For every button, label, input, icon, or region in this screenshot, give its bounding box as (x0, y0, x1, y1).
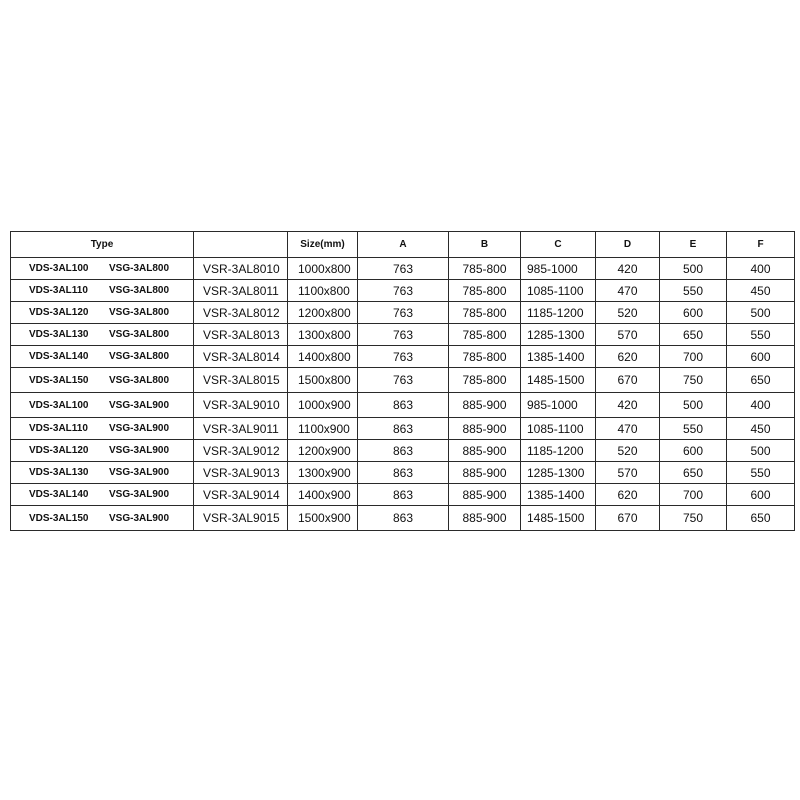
table-row (11, 393, 795, 418)
door-type: VDS-3AL150 (29, 374, 89, 386)
header-a: A (358, 232, 449, 258)
c-cell: 1185-1200 (521, 302, 596, 324)
type-cell (11, 302, 194, 324)
table-row (11, 302, 795, 324)
model-cell: VSR-3AL8010 (194, 258, 288, 280)
f-cell: 550 (727, 324, 795, 346)
c-cell: 1385-1400 (521, 346, 596, 368)
model-cell: VSR-3AL8012 (194, 302, 288, 324)
header-size: Size(mm) (288, 232, 358, 258)
spec-table (10, 231, 795, 531)
size-cell: 1000x900 (288, 393, 358, 418)
table-body (11, 258, 795, 531)
type-cell (11, 393, 194, 418)
b-cell: 885-900 (449, 418, 521, 440)
glass-type: VSG-3AL800 (109, 285, 170, 296)
e-cell: 650 (660, 324, 727, 346)
f-cell: 550 (727, 462, 795, 484)
e-cell: 550 (660, 280, 727, 302)
c-cell: 1285-1300 (521, 462, 596, 484)
door-type: VDS-3AL140 (29, 351, 89, 362)
d-cell: 570 (596, 462, 660, 484)
e-cell: 500 (660, 258, 727, 280)
b-cell: 885-900 (449, 440, 521, 462)
b-cell: 785-800 (449, 258, 521, 280)
model-cell: VSR-3AL9015 (194, 506, 288, 531)
glass-type: VSG-3AL900 (109, 423, 170, 434)
c-cell: 1485-1500 (521, 506, 596, 531)
model-cell: VSR-3AL9011 (194, 418, 288, 440)
model-cell: VSR-3AL9010 (194, 393, 288, 418)
d-cell: 420 (596, 258, 660, 280)
a-cell: 863 (358, 440, 449, 462)
glass-type: VSG-3AL800 (109, 307, 170, 318)
e-cell: 550 (660, 418, 727, 440)
size-cell: 1300x800 (288, 324, 358, 346)
table-row (11, 258, 795, 280)
e-cell: 500 (660, 393, 727, 418)
size-cell: 1500x800 (288, 368, 358, 393)
f-cell: 500 (727, 302, 795, 324)
model-cell: VSR-3AL8014 (194, 346, 288, 368)
a-cell: 863 (358, 462, 449, 484)
f-cell: 400 (727, 258, 795, 280)
glass-type: VSG-3AL900 (109, 489, 170, 500)
a-cell: 763 (358, 258, 449, 280)
glass-type: VSG-3AL900 (109, 467, 170, 478)
type-cell (11, 418, 194, 440)
d-cell: 670 (596, 506, 660, 531)
model-cell: VSR-3AL9012 (194, 440, 288, 462)
e-cell: 700 (660, 346, 727, 368)
table-row (11, 324, 795, 346)
type-cell (11, 484, 194, 506)
b-cell: 885-900 (449, 462, 521, 484)
glass-type: VSG-3AL900 (109, 512, 170, 524)
model-cell: VSR-3AL9014 (194, 484, 288, 506)
table-row (11, 368, 795, 393)
e-cell: 700 (660, 484, 727, 506)
door-type: VDS-3AL150 (29, 512, 89, 524)
glass-type: VSG-3AL800 (109, 263, 170, 274)
door-type: VDS-3AL130 (29, 467, 89, 478)
table-row (11, 484, 795, 506)
b-cell: 885-900 (449, 484, 521, 506)
glass-type: VSG-3AL800 (109, 351, 170, 362)
glass-type: VSG-3AL800 (109, 329, 170, 340)
glass-type: VSG-3AL800 (109, 374, 170, 386)
door-type: VDS-3AL130 (29, 329, 89, 340)
type-cell (11, 280, 194, 302)
d-cell: 470 (596, 280, 660, 302)
header-model (194, 232, 288, 258)
a-cell: 763 (358, 346, 449, 368)
size-cell: 1200x800 (288, 302, 358, 324)
size-cell: 1400x900 (288, 484, 358, 506)
door-type: VDS-3AL110 (29, 423, 88, 434)
header-row (11, 232, 795, 258)
header-b: B (449, 232, 521, 258)
e-cell: 600 (660, 302, 727, 324)
a-cell: 863 (358, 418, 449, 440)
table-row (11, 280, 795, 302)
d-cell: 520 (596, 440, 660, 462)
d-cell: 520 (596, 302, 660, 324)
a-cell: 863 (358, 506, 449, 531)
type-cell (11, 440, 194, 462)
d-cell: 670 (596, 368, 660, 393)
c-cell: 1485-1500 (521, 368, 596, 393)
c-cell: 1185-1200 (521, 440, 596, 462)
e-cell: 750 (660, 368, 727, 393)
c-cell: 1285-1300 (521, 324, 596, 346)
model-cell: VSR-3AL8015 (194, 368, 288, 393)
d-cell: 620 (596, 484, 660, 506)
c-cell: 1085-1100 (521, 418, 596, 440)
d-cell: 620 (596, 346, 660, 368)
f-cell: 400 (727, 393, 795, 418)
a-cell: 763 (358, 280, 449, 302)
size-cell: 1100x900 (288, 418, 358, 440)
type-cell (11, 258, 194, 280)
c-cell: 1385-1400 (521, 484, 596, 506)
table-row (11, 418, 795, 440)
header-d: D (596, 232, 660, 258)
a-cell: 763 (358, 302, 449, 324)
e-cell: 750 (660, 506, 727, 531)
door-type: VDS-3AL100 (29, 399, 89, 411)
size-cell: 1100x800 (288, 280, 358, 302)
door-type: VDS-3AL120 (29, 445, 89, 456)
f-cell: 600 (727, 484, 795, 506)
table-row (11, 462, 795, 484)
size-cell: 1400x800 (288, 346, 358, 368)
f-cell: 650 (727, 368, 795, 393)
b-cell: 785-800 (449, 368, 521, 393)
type-cell (11, 346, 194, 368)
a-cell: 763 (358, 324, 449, 346)
f-cell: 450 (727, 418, 795, 440)
size-cell: 1500x900 (288, 506, 358, 531)
a-cell: 763 (358, 368, 449, 393)
e-cell: 600 (660, 440, 727, 462)
f-cell: 600 (727, 346, 795, 368)
type-cell (11, 368, 194, 393)
door-type: VDS-3AL110 (29, 285, 88, 296)
type-cell (11, 506, 194, 531)
b-cell: 785-800 (449, 346, 521, 368)
c-cell: 985-1000 (521, 393, 596, 418)
size-cell: 1300x900 (288, 462, 358, 484)
header-f: F (727, 232, 795, 258)
table-row (11, 346, 795, 368)
header-type: Type (11, 232, 194, 258)
f-cell: 450 (727, 280, 795, 302)
d-cell: 470 (596, 418, 660, 440)
type-cell (11, 462, 194, 484)
model-cell: VSR-3AL9013 (194, 462, 288, 484)
b-cell: 785-800 (449, 280, 521, 302)
glass-type: VSG-3AL900 (109, 445, 170, 456)
glass-type: VSG-3AL900 (109, 399, 170, 411)
door-type: VDS-3AL140 (29, 489, 89, 500)
b-cell: 785-800 (449, 324, 521, 346)
d-cell: 570 (596, 324, 660, 346)
e-cell: 650 (660, 462, 727, 484)
b-cell: 885-900 (449, 506, 521, 531)
header-e: E (660, 232, 727, 258)
header-c: C (521, 232, 596, 258)
f-cell: 500 (727, 440, 795, 462)
type-cell (11, 324, 194, 346)
model-cell: VSR-3AL8013 (194, 324, 288, 346)
c-cell: 1085-1100 (521, 280, 596, 302)
b-cell: 785-800 (449, 302, 521, 324)
a-cell: 863 (358, 484, 449, 506)
size-cell: 1200x900 (288, 440, 358, 462)
table-row (11, 440, 795, 462)
door-type: VDS-3AL120 (29, 307, 89, 318)
table-row (11, 506, 795, 531)
c-cell: 985-1000 (521, 258, 596, 280)
d-cell: 420 (596, 393, 660, 418)
f-cell: 650 (727, 506, 795, 531)
size-cell: 1000x800 (288, 258, 358, 280)
model-cell: VSR-3AL8011 (194, 280, 288, 302)
a-cell: 863 (358, 393, 449, 418)
door-type: VDS-3AL100 (29, 263, 89, 274)
b-cell: 885-900 (449, 393, 521, 418)
